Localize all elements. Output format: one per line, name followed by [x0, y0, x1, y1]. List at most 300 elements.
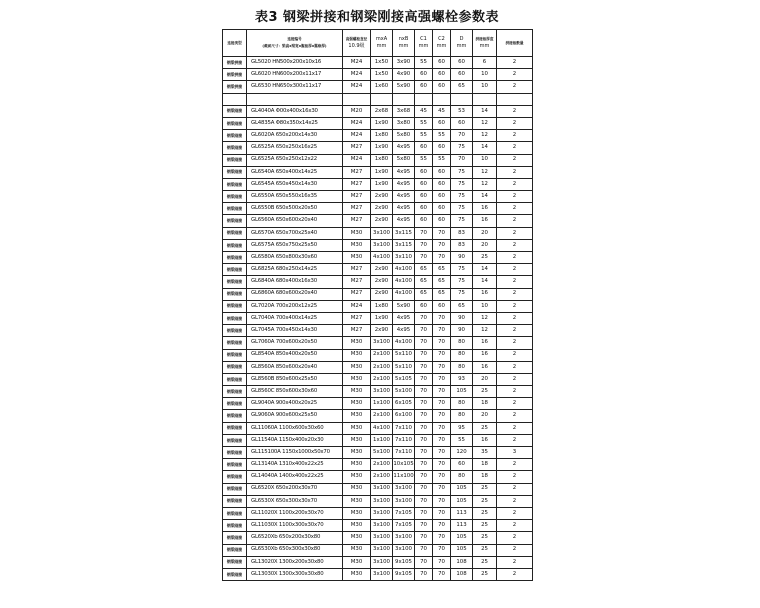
- cell-c2: 65: [433, 288, 451, 300]
- cell-nxb: 3x100: [393, 495, 415, 507]
- cell-c2: 70: [433, 325, 451, 337]
- cell-c1: 70: [415, 447, 433, 459]
- cell-c1: 70: [415, 239, 433, 251]
- cell-connection-id: GL6825A 680x250x14x25: [247, 264, 343, 276]
- cell-connection-type: 钢梁刚接: [223, 252, 247, 264]
- cell-c2: 65: [433, 276, 451, 288]
- cell-d: 108: [451, 568, 473, 580]
- cell-plate-thickness: 20: [473, 239, 497, 251]
- cell-c2: 60: [433, 57, 451, 69]
- cell-d: 80: [451, 471, 473, 483]
- cell-bolt-diameter: M24: [343, 154, 371, 166]
- cell-c2: 70: [433, 434, 451, 446]
- cell-connection-type: 钢梁刚接: [223, 520, 247, 532]
- cell-nxb: 7x105: [393, 520, 415, 532]
- cell-c2: 70: [433, 422, 451, 434]
- cell-d: 60: [451, 57, 473, 69]
- cell-d: 93: [451, 373, 473, 385]
- cell-c1: 45: [415, 105, 433, 117]
- cell-c1: 55: [415, 154, 433, 166]
- cell-bolt-diameter: M30: [343, 507, 371, 519]
- cell-nxb: 3x115: [393, 239, 415, 251]
- cell-plate-count: 2: [497, 386, 533, 398]
- cell-mxa: 3x100: [371, 556, 393, 568]
- cell-bolt-diameter: M30: [343, 373, 371, 385]
- cell-connection-type: 钢梁刚接: [223, 495, 247, 507]
- cell-plate-count: 2: [497, 105, 533, 117]
- cell-c1: 70: [415, 544, 433, 556]
- cell-mxa: 5x100: [371, 447, 393, 459]
- empty-cell: [371, 93, 393, 105]
- cell-d: 80: [451, 337, 473, 349]
- cell-d: 105: [451, 532, 473, 544]
- cell-connection-type: 钢梁刚接: [223, 239, 247, 251]
- table-body: [223, 57, 533, 581]
- cell-connection-type: 钢梁刚接: [223, 507, 247, 519]
- empty-cell: [433, 93, 451, 105]
- cell-mxa: 2x100: [371, 373, 393, 385]
- cell-connection-id: GL8540A 850x400x20x50: [247, 349, 343, 361]
- cell-plate-thickness: 16: [473, 349, 497, 361]
- cell-nxb: 5x100: [393, 386, 415, 398]
- cell-plate-count: 2: [497, 556, 533, 568]
- cell-nxb: 3x100: [393, 544, 415, 556]
- cell-mxa: 2x90: [371, 288, 393, 300]
- cell-plate-thickness: 25: [473, 556, 497, 568]
- cell-bolt-diameter: M24: [343, 300, 371, 312]
- cell-plate-thickness: 16: [473, 203, 497, 215]
- cell-d: 90: [451, 252, 473, 264]
- cell-plate-count: 2: [497, 154, 533, 166]
- cell-nxb: 4x100: [393, 276, 415, 288]
- header-mxa: mxA mm: [371, 30, 393, 57]
- table-row: [223, 507, 533, 519]
- cell-d: 105: [451, 483, 473, 495]
- table-row: [223, 422, 533, 434]
- cell-nxb: 5x110: [393, 349, 415, 361]
- cell-nxb: 3x110: [393, 252, 415, 264]
- table-row: [223, 398, 533, 410]
- cell-mxa: 3x100: [371, 227, 393, 239]
- cell-plate-count: 2: [497, 544, 533, 556]
- cell-mxa: 1x50: [371, 69, 393, 81]
- cell-connection-id: GL6860A 680x600x20x40: [247, 288, 343, 300]
- cell-connection-type: 钢梁刚接: [223, 459, 247, 471]
- cell-c1: 70: [415, 349, 433, 361]
- cell-plate-count: 2: [497, 520, 533, 532]
- cell-plate-count: 2: [497, 434, 533, 446]
- cell-connection-id: GL8560A 850x600x20x40: [247, 361, 343, 373]
- header-plate-count: 拼接板数量: [497, 30, 533, 57]
- cell-connection-type: 钢梁刚接: [223, 142, 247, 154]
- cell-bolt-diameter: M27: [343, 264, 371, 276]
- cell-nxb: 4x95: [393, 142, 415, 154]
- cell-c1: 60: [415, 191, 433, 203]
- cell-connection-id: GL6550A 650x550x16x35: [247, 191, 343, 203]
- empty-cell: [451, 93, 473, 105]
- cell-d: 75: [451, 166, 473, 178]
- cell-connection-id: GL6520Xb 650x200x30x80: [247, 532, 343, 544]
- cell-connection-id: GL115100A 1150x1000x50x70: [247, 447, 343, 459]
- cell-c2: 60: [433, 81, 451, 93]
- cell-connection-type: 钢梁刚接: [223, 544, 247, 556]
- cell-plate-count: 2: [497, 191, 533, 203]
- cell-c1: 70: [415, 398, 433, 410]
- cell-mxa: 1x100: [371, 398, 393, 410]
- cell-c1: 55: [415, 57, 433, 69]
- cell-plate-thickness: 20: [473, 373, 497, 385]
- cell-bolt-diameter: M30: [343, 239, 371, 251]
- cell-bolt-diameter: M30: [343, 422, 371, 434]
- cell-mxa: 1x90: [371, 312, 393, 324]
- cell-c2: 70: [433, 239, 451, 251]
- cell-bolt-diameter: M24: [343, 69, 371, 81]
- cell-mxa: 1x80: [371, 300, 393, 312]
- table-row: [223, 520, 533, 532]
- cell-bolt-diameter: M27: [343, 276, 371, 288]
- cell-d: 95: [451, 422, 473, 434]
- cell-mxa: 3x100: [371, 544, 393, 556]
- cell-c2: 45: [433, 105, 451, 117]
- cell-plate-count: 2: [497, 227, 533, 239]
- cell-connection-type: 钢梁刚接: [223, 483, 247, 495]
- cell-c2: 70: [433, 459, 451, 471]
- cell-connection-id: GL6540A 650x400x14x25: [247, 166, 343, 178]
- cell-plate-count: 2: [497, 459, 533, 471]
- cell-plate-thickness: 16: [473, 337, 497, 349]
- cell-d: 113: [451, 507, 473, 519]
- cell-connection-id: GL6020 HN600x200x11x17: [247, 69, 343, 81]
- cell-c2: 70: [433, 312, 451, 324]
- cell-mxa: 3x100: [371, 495, 393, 507]
- cell-connection-id: GL7060A 700x600x20x50: [247, 337, 343, 349]
- table-row: [223, 459, 533, 471]
- cell-mxa: 2x100: [371, 410, 393, 422]
- cell-connection-id: GL6520X 650x200x30x70: [247, 483, 343, 495]
- cell-nxb: 5x105: [393, 373, 415, 385]
- cell-c1: 70: [415, 507, 433, 519]
- cell-connection-type: 钢梁刚接: [223, 288, 247, 300]
- cell-plate-thickness: 16: [473, 215, 497, 227]
- cell-bolt-diameter: M24: [343, 81, 371, 93]
- cell-c2: 70: [433, 520, 451, 532]
- cell-connection-id: GL6560A 650x600x20x40: [247, 215, 343, 227]
- cell-c1: 65: [415, 288, 433, 300]
- table-row: [223, 312, 533, 324]
- cell-connection-id: GL11020X 1100x200x30x70: [247, 507, 343, 519]
- cell-nxb: 4x95: [393, 203, 415, 215]
- cell-c1: 65: [415, 264, 433, 276]
- cell-c1: 70: [415, 410, 433, 422]
- cell-c1: 70: [415, 422, 433, 434]
- cell-connection-type: 钢梁刚接: [223, 447, 247, 459]
- cell-mxa: 4x100: [371, 422, 393, 434]
- cell-plate-thickness: 10: [473, 81, 497, 93]
- cell-d: 53: [451, 105, 473, 117]
- cell-c1: 70: [415, 325, 433, 337]
- header-d: D mm: [451, 30, 473, 57]
- cell-d: 75: [451, 215, 473, 227]
- cell-connection-type: 钢梁刚接: [223, 568, 247, 580]
- table-row: [223, 386, 533, 398]
- cell-nxb: 5x90: [393, 81, 415, 93]
- cell-c2: 70: [433, 483, 451, 495]
- cell-nxb: 4x95: [393, 178, 415, 190]
- cell-plate-count: 2: [497, 568, 533, 580]
- table-row: [223, 276, 533, 288]
- cell-connection-type: 钢梁拼接: [223, 81, 247, 93]
- table-row: [223, 337, 533, 349]
- cell-connection-type: 钢梁刚接: [223, 105, 247, 117]
- cell-plate-count: 2: [497, 495, 533, 507]
- cell-nxb: 3x100: [393, 532, 415, 544]
- cell-nxb: 4x95: [393, 325, 415, 337]
- cell-c1: 70: [415, 483, 433, 495]
- header-connection-id: 连接编号 (截面尺寸：梁高x梁宽x腹板厚x翼缘厚): [247, 30, 343, 57]
- table-row: [223, 191, 533, 203]
- cell-d: 120: [451, 447, 473, 459]
- cell-connection-id: GL11540A 1150x400x20x30: [247, 434, 343, 446]
- cell-c2: 70: [433, 373, 451, 385]
- cell-connection-type: 钢梁刚接: [223, 117, 247, 129]
- cell-plate-thickness: 14: [473, 105, 497, 117]
- cell-connection-type: 钢梁刚接: [223, 166, 247, 178]
- cell-connection-id: GL13140A 1310x400x22x25: [247, 459, 343, 471]
- cell-nxb: 3x115: [393, 227, 415, 239]
- cell-mxa: 2x90: [371, 325, 393, 337]
- cell-nxb: 4x100: [393, 337, 415, 349]
- cell-bolt-diameter: M30: [343, 349, 371, 361]
- cell-connection-type: 钢梁刚接: [223, 422, 247, 434]
- cell-plate-thickness: 25: [473, 252, 497, 264]
- cell-bolt-diameter: M30: [343, 410, 371, 422]
- table-row: [223, 166, 533, 178]
- cell-c1: 70: [415, 459, 433, 471]
- cell-plate-count: 2: [497, 422, 533, 434]
- cell-plate-thickness: 12: [473, 166, 497, 178]
- cell-plate-thickness: 25: [473, 568, 497, 580]
- cell-mxa: 4x100: [371, 252, 393, 264]
- cell-d: 75: [451, 178, 473, 190]
- cell-plate-thickness: 12: [473, 178, 497, 190]
- cell-mxa: 3x100: [371, 386, 393, 398]
- cell-d: 83: [451, 239, 473, 251]
- cell-bolt-diameter: M27: [343, 166, 371, 178]
- cell-connection-type: 钢梁刚接: [223, 337, 247, 349]
- cell-c1: 70: [415, 532, 433, 544]
- cell-c1: 70: [415, 568, 433, 580]
- cell-connection-type: 钢梁刚接: [223, 556, 247, 568]
- cell-nxb: 10x105: [393, 459, 415, 471]
- cell-plate-count: 2: [497, 215, 533, 227]
- cell-connection-id: GL7020A 700x200x12x25: [247, 300, 343, 312]
- cell-plate-thickness: 16: [473, 434, 497, 446]
- cell-c1: 70: [415, 495, 433, 507]
- cell-plate-thickness: 10: [473, 154, 497, 166]
- cell-d: 55: [451, 434, 473, 446]
- cell-bolt-diameter: M30: [343, 398, 371, 410]
- cell-bolt-diameter: M30: [343, 447, 371, 459]
- table-row: [223, 288, 533, 300]
- cell-plate-count: 2: [497, 483, 533, 495]
- cell-connection-type: 钢梁刚接: [223, 434, 247, 446]
- cell-connection-type: 钢梁刚接: [223, 203, 247, 215]
- cell-bolt-diameter: M30: [343, 227, 371, 239]
- empty-cell: [473, 93, 497, 105]
- cell-plate-thickness: 25: [473, 495, 497, 507]
- cell-c1: 60: [415, 142, 433, 154]
- cell-nxb: 9x105: [393, 568, 415, 580]
- cell-mxa: 3x100: [371, 239, 393, 251]
- cell-mxa: 1x60: [371, 81, 393, 93]
- cell-c1: 70: [415, 471, 433, 483]
- table-row: [223, 349, 533, 361]
- table-row: [223, 203, 533, 215]
- cell-plate-count: 2: [497, 117, 533, 129]
- cell-plate-count: 2: [497, 166, 533, 178]
- table-row: [223, 325, 533, 337]
- cell-bolt-diameter: M30: [343, 386, 371, 398]
- cell-connection-id: GL6580A 650x800x30x60: [247, 252, 343, 264]
- cell-connection-id: GL6530X 650x300x30x70: [247, 495, 343, 507]
- cell-d: 75: [451, 203, 473, 215]
- cell-plate-count: 2: [497, 312, 533, 324]
- cell-plate-thickness: 20: [473, 410, 497, 422]
- cell-mxa: 1x50: [371, 57, 393, 69]
- cell-c1: 70: [415, 361, 433, 373]
- cell-connection-id: GL14040A 1400x400x22x25: [247, 471, 343, 483]
- header-nxb: nxB mm: [393, 30, 415, 57]
- cell-plate-thickness: 6: [473, 57, 497, 69]
- cell-c1: 60: [415, 178, 433, 190]
- cell-connection-id: GL6525A 650x250x12x22: [247, 154, 343, 166]
- table-row: [223, 178, 533, 190]
- cell-bolt-diameter: M30: [343, 434, 371, 446]
- cell-nxb: 5x110: [393, 361, 415, 373]
- cell-nxb: 5x90: [393, 300, 415, 312]
- cell-mxa: 1x90: [371, 117, 393, 129]
- cell-plate-count: 2: [497, 300, 533, 312]
- cell-plate-thickness: 12: [473, 325, 497, 337]
- empty-cell: [497, 93, 533, 105]
- cell-d: 65: [451, 81, 473, 93]
- cell-c2: 70: [433, 507, 451, 519]
- cell-connection-id: GL6545A 650x450x14x30: [247, 178, 343, 190]
- cell-d: 80: [451, 410, 473, 422]
- table-row: [223, 373, 533, 385]
- table-row: [223, 117, 533, 129]
- cell-connection-type: 钢梁刚接: [223, 373, 247, 385]
- cell-connection-type: 钢梁刚接: [223, 349, 247, 361]
- cell-plate-thickness: 20: [473, 227, 497, 239]
- cell-d: 65: [451, 300, 473, 312]
- table-row: [223, 154, 533, 166]
- cell-d: 105: [451, 386, 473, 398]
- cell-bolt-diameter: M27: [343, 325, 371, 337]
- cell-c1: 70: [415, 227, 433, 239]
- cell-nxb: 3x100: [393, 483, 415, 495]
- cell-nxb: 4x95: [393, 312, 415, 324]
- cell-plate-count: 2: [497, 57, 533, 69]
- cell-d: 80: [451, 398, 473, 410]
- cell-plate-thickness: 25: [473, 422, 497, 434]
- cell-connection-id: GL6530Xb 650x300x30x80: [247, 544, 343, 556]
- header-plate-thickness: 拼接板厚度 mm: [473, 30, 497, 57]
- cell-d: 90: [451, 325, 473, 337]
- table-row: [223, 252, 533, 264]
- table-row: [223, 544, 533, 556]
- cell-connection-type: 钢梁刚接: [223, 154, 247, 166]
- cell-plate-thickness: 14: [473, 276, 497, 288]
- cell-connection-type: 钢梁拼接: [223, 57, 247, 69]
- cell-c2: 70: [433, 227, 451, 239]
- cell-c2: 60: [433, 191, 451, 203]
- cell-c2: 60: [433, 69, 451, 81]
- cell-bolt-diameter: M30: [343, 520, 371, 532]
- table-row: [223, 483, 533, 495]
- cell-c2: 60: [433, 166, 451, 178]
- cell-plate-thickness: 35: [473, 447, 497, 459]
- cell-connection-type: 钢梁刚接: [223, 264, 247, 276]
- cell-nxb: 4x95: [393, 166, 415, 178]
- cell-plate-count: 2: [497, 532, 533, 544]
- cell-plate-count: 2: [497, 69, 533, 81]
- cell-mxa: 1x90: [371, 166, 393, 178]
- cell-connection-id: GL9060A 900x600x25x50: [247, 410, 343, 422]
- cell-c1: 55: [415, 117, 433, 129]
- cell-c2: 70: [433, 386, 451, 398]
- cell-connection-id: GL8560C 850x600x30x60: [247, 386, 343, 398]
- table-row: [223, 495, 533, 507]
- cell-nxb: 6x105: [393, 398, 415, 410]
- cell-bolt-diameter: M27: [343, 215, 371, 227]
- cell-connection-type: 钢梁刚接: [223, 130, 247, 142]
- cell-bolt-diameter: M27: [343, 191, 371, 203]
- cell-connection-id: GL6840A 680x400x16x30: [247, 276, 343, 288]
- cell-nxb: 4x95: [393, 191, 415, 203]
- cell-plate-thickness: 16: [473, 288, 497, 300]
- cell-d: 75: [451, 191, 473, 203]
- cell-mxa: 2x90: [371, 203, 393, 215]
- cell-bolt-diameter: M30: [343, 483, 371, 495]
- cell-d: 90: [451, 312, 473, 324]
- cell-plate-count: 2: [497, 142, 533, 154]
- cell-bolt-diameter: M30: [343, 471, 371, 483]
- cell-plate-thickness: 18: [473, 459, 497, 471]
- table-row: [223, 556, 533, 568]
- cell-c1: 70: [415, 386, 433, 398]
- table-row: [223, 81, 533, 93]
- cell-connection-type: 钢梁刚接: [223, 191, 247, 203]
- cell-plate-count: 2: [497, 252, 533, 264]
- cell-connection-type: 钢梁刚接: [223, 215, 247, 227]
- cell-nxb: 7x110: [393, 434, 415, 446]
- cell-mxa: 1x90: [371, 142, 393, 154]
- cell-plate-thickness: 12: [473, 312, 497, 324]
- bolt-parameter-table: [222, 29, 533, 581]
- header-c1: C1 mm: [415, 30, 433, 57]
- cell-c2: 70: [433, 337, 451, 349]
- cell-plate-count: 3: [497, 447, 533, 459]
- table-row: [223, 57, 533, 69]
- cell-nxb: 4x95: [393, 215, 415, 227]
- cell-c1: 70: [415, 373, 433, 385]
- cell-plate-count: 2: [497, 337, 533, 349]
- cell-connection-type: 钢梁刚接: [223, 532, 247, 544]
- cell-bolt-diameter: M20: [343, 105, 371, 117]
- cell-connection-id: GL13030X 1300x300x30x80: [247, 568, 343, 580]
- cell-mxa: 1x80: [371, 154, 393, 166]
